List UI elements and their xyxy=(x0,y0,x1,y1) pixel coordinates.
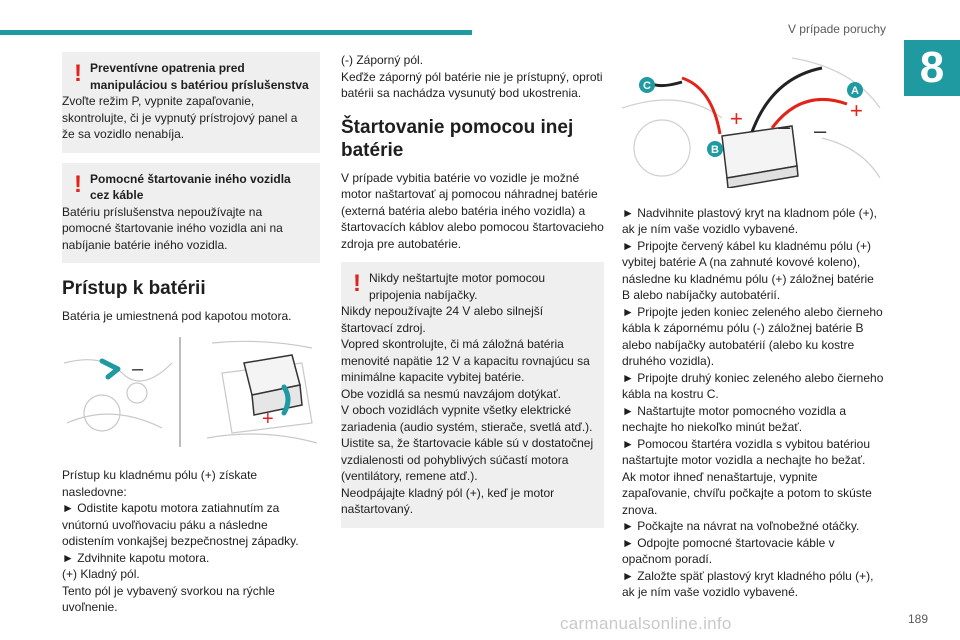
jump-start-intro: V prípade vybitia batérie vo vozidle je možné motor naštartovať aj pomocou náhradnej batérie (externá batéria alebo batéria iného vozidla) a štartovacích káblov alebo pomocou štartovacieho zdroja pre autobatérie. xyxy=(341,170,604,251)
chapter-number: 8 xyxy=(904,40,960,96)
step-line: ► Počkajte na návrat na voľnobežné otáčky. xyxy=(622,519,860,533)
warning-icon: ! xyxy=(74,60,82,87)
warning-title: Preventívne opatrenia pred manipuláciou s batériou príslušenstva xyxy=(90,61,309,92)
step-line: ► Pripojte jeden koniec zeleného alebo čierneho kábla k zápornému pólu (-) záložnej batérie B alebo nabíjačky autobatérií (alebo ku kostre druhého vozidla). xyxy=(622,304,883,368)
warning-line: Nikdy nepoužívajte 24 V alebo silnejší štartovací zdroj. xyxy=(341,304,544,335)
step-line: ► Pomocou štartéra vozidla s vybitou batériou naštartujte motor vozidla a nechajte ho bežať. xyxy=(622,436,870,467)
column-1 xyxy=(62,52,320,616)
text-line: ► Zdvihnite kapotu motora. xyxy=(62,550,210,565)
label-b: B xyxy=(711,144,719,156)
svg-text:+: + xyxy=(730,106,743,131)
warning-box-charger xyxy=(341,262,604,528)
step-line: ► Naštartujte motor pomocného vozidla a nechajte ho niekoľko minút bežať. xyxy=(622,403,846,434)
step-line: ► Odpojte pomocné štartovacie káble v opačnom poradí. xyxy=(622,535,835,566)
step-line: ► Založte späť plastový kryt kladného pólu (+), ak je ním vaše vozidlo vybavené. xyxy=(622,568,874,599)
step-line: ► Pripojte červený kábel ku kladnému pólu (+) vybitej batérie A (na zahnuté kovové koleno), následne ku kladnému pólu (+) záložnej batérie B alebo nabíjačky autobatérií. xyxy=(622,238,874,302)
battery-location-text: Batéria je umiestnená pod kapotou motora. xyxy=(62,309,292,323)
watermark: carmanualsonline.info xyxy=(560,614,732,633)
warning-title: Pomocné štartovanie iného vozidla cez káble xyxy=(90,171,291,202)
text-line: (-) Záporný pól. xyxy=(341,53,424,67)
text-line: (+) Kladný pól. xyxy=(62,567,140,581)
text-line: Tento pól je vybavený svorkou na rýchle uvoľnenie. xyxy=(62,583,275,614)
column-3 xyxy=(622,48,884,601)
page-number: 189 xyxy=(907,612,928,626)
warning-line: Uistite sa, že štartovacie káble sú v dostatočnej vzdialenosti od pohyblivých súčastí motora (ventilátory, remene atď.). xyxy=(341,436,594,483)
label-c: C xyxy=(643,80,651,92)
warning-box-jump-start xyxy=(62,163,320,264)
battery-access-illustration xyxy=(62,333,320,456)
section-title: V prípade poruchy xyxy=(787,22,886,36)
label-a: A xyxy=(851,85,859,97)
warning-line: V oboch vozidlách vypnite všetky elektrické zariadenia (audio systém, stierače, svetlá atď.). xyxy=(341,403,593,434)
jump-start-illustration xyxy=(622,48,884,193)
warning-box-battery-precautions xyxy=(62,52,320,153)
text-line: Keďže záporný pól batérie nie je prístupný, oproti batérii sa nachádza vysunutý bod ukostrenia. xyxy=(341,69,603,100)
svg-text:–: – xyxy=(778,114,791,139)
svg-text:+: + xyxy=(262,407,274,430)
text-line: Prístup ku kladnému pólu (+) získate nasledovne: xyxy=(62,468,258,499)
warning-icon: ! xyxy=(74,170,82,198)
column-2 xyxy=(341,52,604,538)
warning-body: Zvoľte režim P, vypnite zapaľovanie, skontrolujte, či je vypnutý prístrojový panel a že sa vozidlo nenabíja. xyxy=(62,94,298,141)
svg-text:–: – xyxy=(132,357,144,380)
text-line: ► Odistite kapotu motora zatiahnutím za vnútornú uvoľňovaciu páku a následne odistením vonkajšej bezpečnostnej západky. xyxy=(62,501,299,548)
svg-text:+: + xyxy=(850,98,863,123)
warning-line: Obe vozidlá sa nesmú navzájom dotýkať. xyxy=(341,386,561,401)
step-line: Ak motor ihneď nenaštartuje, vypnite zapaľovanie, chvíľu počkajte a potom to skúste znova. xyxy=(622,469,872,517)
warning-body: Batériu príslušenstva nepoužívajte na pomocné štartovanie iného vozidla ani na nabíjanie batérie iného vozidla. xyxy=(62,204,283,252)
step-line: ► Pripojte druhý koniec zeleného alebo čierneho kábla na kostru C. xyxy=(622,370,884,401)
warning-title: Nikdy neštartujte motor pomocou pripojenia nabíjačky. xyxy=(369,271,546,302)
step-line: ► Nadvihnite plastový kryt na kladnom póle (+), ak je ním vaše vozidlo vybavené. xyxy=(622,205,877,236)
heading-battery-access: Prístup k batérii xyxy=(62,278,206,299)
header-accent-bar xyxy=(0,30,472,35)
svg-text:–: – xyxy=(814,118,827,143)
heading-jump-start: Štartovanie pomocou inej batérie xyxy=(341,116,574,161)
warning-icon: ! xyxy=(353,270,361,297)
warning-line: Vopred skontrolujte, či má záložná batéria menovité napätie 12 V a kapacitu rovnajúcu sa minimálne kapacite vybitej batérie. xyxy=(341,337,590,384)
warning-line: Neodpájajte kladný pól (+), keď je motor naštartovaný. xyxy=(341,485,555,516)
